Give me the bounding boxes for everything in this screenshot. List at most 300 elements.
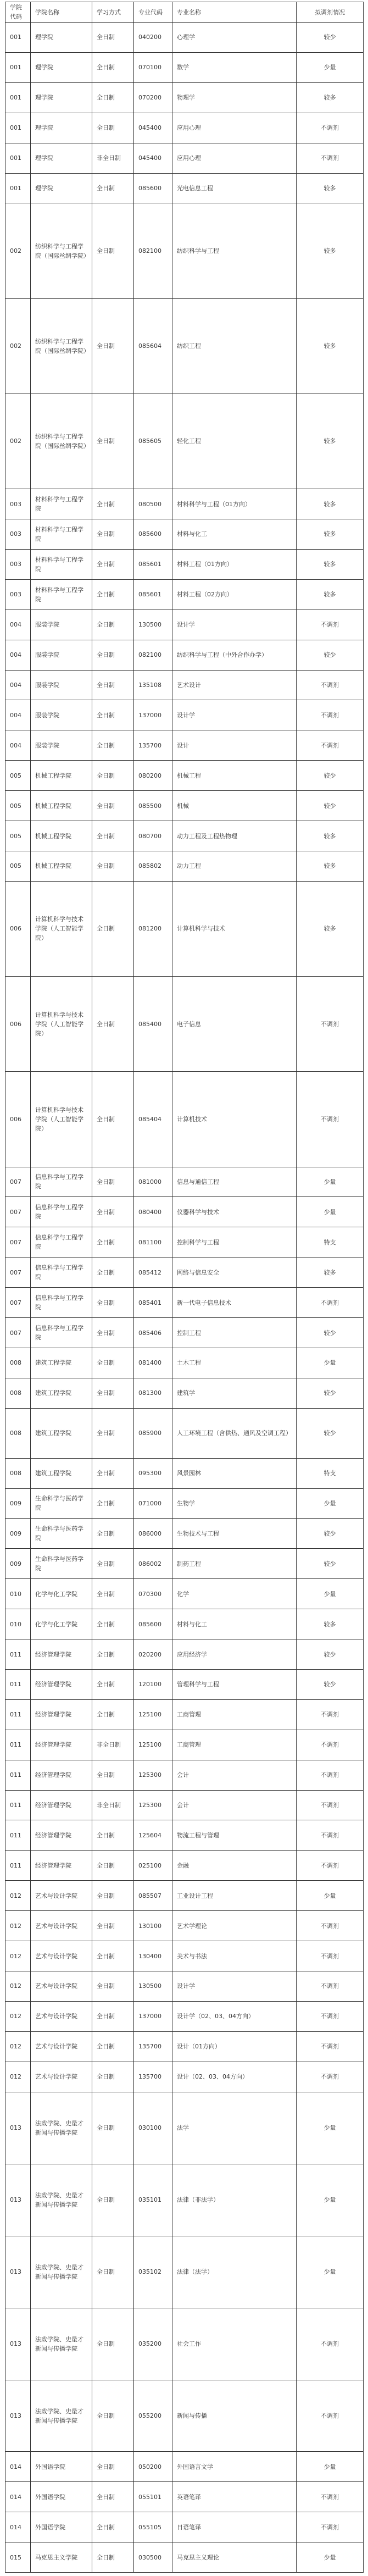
cell-major-name: 光电信息工程 bbox=[172, 173, 297, 203]
cell-major-name: 日语笔译 bbox=[172, 2512, 297, 2542]
table-row bbox=[5, 2308, 364, 2380]
cell-adjustment: 较少 bbox=[297, 1549, 364, 1579]
cell-study-mode: 全日制 bbox=[92, 851, 134, 881]
cell-college-name: 服装学院 bbox=[31, 610, 92, 640]
cell-college-code: 013 bbox=[5, 2164, 31, 2236]
cell-study-mode: 全日制 bbox=[92, 977, 134, 1072]
cell-college-code: 007 bbox=[5, 1318, 31, 1348]
cell-major-name: 纺织科学与工程 bbox=[172, 203, 297, 298]
cell-major-code: 070100 bbox=[134, 52, 172, 82]
cell-college-name: 服装学院 bbox=[31, 640, 92, 670]
cell-college-code: 014 bbox=[5, 2512, 31, 2542]
cell-major-name: 计算机科学与技术 bbox=[172, 881, 297, 976]
cell-major-name: 材料工程（02方向） bbox=[172, 579, 297, 610]
cell-college-name: 机械工程学院 bbox=[31, 851, 92, 881]
cell-college-name: 经济管理学院 bbox=[31, 1669, 92, 1699]
cell-adjustment: 不调剂 bbox=[297, 670, 364, 700]
table-row bbox=[5, 1227, 364, 1257]
cell-major-code: 125604 bbox=[134, 1820, 172, 1851]
cell-major-name: 机械工程 bbox=[172, 761, 297, 791]
cell-college-code: 009 bbox=[5, 1519, 31, 1549]
table-row bbox=[5, 173, 364, 203]
cell-college-name: 信息科学与工程学院 bbox=[31, 1167, 92, 1197]
cell-major-code: 085601 bbox=[134, 579, 172, 610]
cell-college-code: 006 bbox=[5, 881, 31, 976]
cell-study-mode: 全日制 bbox=[92, 1072, 134, 1167]
cell-major-name: 工商管理 bbox=[172, 1730, 297, 1760]
cell-major-code: 055105 bbox=[134, 2512, 172, 2542]
cell-study-mode: 全日制 bbox=[92, 1579, 134, 1609]
cell-adjustment: 少量 bbox=[297, 52, 364, 82]
table-row bbox=[5, 2092, 364, 2164]
cell-study-mode: 全日制 bbox=[92, 1458, 134, 1488]
cell-major-code: 135700 bbox=[134, 2062, 172, 2092]
cell-major-code: 085401 bbox=[134, 1288, 172, 1318]
cell-major-name: 材料与化工 bbox=[172, 1609, 297, 1639]
cell-college-name: 经济管理学院 bbox=[31, 1639, 92, 1670]
cell-study-mode: 全日制 bbox=[92, 2512, 134, 2542]
cell-major-code: 130400 bbox=[134, 1941, 172, 1971]
cell-major-name: 英语笔译 bbox=[172, 2482, 297, 2512]
cell-college-code: 004 bbox=[5, 640, 31, 670]
cell-major-name: 法学 bbox=[172, 2092, 297, 2164]
table-row bbox=[5, 1639, 364, 1670]
cell-study-mode: 全日制 bbox=[92, 173, 134, 203]
cell-major-name: 网络与信息安全 bbox=[172, 1257, 297, 1288]
cell-study-mode: 全日制 bbox=[92, 203, 134, 298]
cell-adjustment: 少量 bbox=[297, 2236, 364, 2308]
cell-study-mode: 全日制 bbox=[92, 1669, 134, 1699]
cell-major-name: 制药工程 bbox=[172, 1549, 297, 1579]
table-row bbox=[5, 1579, 364, 1609]
cell-college-name: 外国语学院 bbox=[31, 2512, 92, 2542]
cell-major-name: 材料工程（01方向） bbox=[172, 549, 297, 579]
table-row bbox=[5, 203, 364, 298]
table-row bbox=[5, 1911, 364, 1941]
cell-college-code: 001 bbox=[5, 113, 31, 143]
cell-major-name: 社会工作 bbox=[172, 2308, 297, 2380]
cell-study-mode: 非全日制 bbox=[92, 1790, 134, 1820]
cell-college-name: 理学院 bbox=[31, 173, 92, 203]
cell-adjustment: 较少 bbox=[297, 1519, 364, 1549]
cell-adjustment: 特支 bbox=[297, 1227, 364, 1257]
cell-adjustment: 较少 bbox=[297, 23, 364, 53]
table-row bbox=[5, 1941, 364, 1971]
cell-adjustment: 较少 bbox=[297, 761, 364, 791]
cell-major-name: 建筑学 bbox=[172, 1378, 297, 1408]
cell-major-code: 055101 bbox=[134, 2482, 172, 2512]
cell-college-code: 004 bbox=[5, 670, 31, 700]
cell-major-code: 125100 bbox=[134, 1699, 172, 1730]
cell-major-code: 130500 bbox=[134, 610, 172, 640]
cell-major-code: 085600 bbox=[134, 519, 172, 550]
cell-major-name: 会计 bbox=[172, 1790, 297, 1820]
cell-college-name: 服装学院 bbox=[31, 700, 92, 730]
cell-major-name: 动力工程 bbox=[172, 851, 297, 881]
cell-adjustment: 较多 bbox=[297, 173, 364, 203]
cell-major-name: 纺织科学与工程（中外合作办学） bbox=[172, 640, 297, 670]
cell-college-code: 011 bbox=[5, 1790, 31, 1820]
cell-major-name: 设计学（02、03、04方向） bbox=[172, 2001, 297, 2031]
cell-study-mode: 全日制 bbox=[92, 1288, 134, 1318]
cell-study-mode: 全日制 bbox=[92, 2062, 134, 2092]
cell-college-name: 信息科学与工程学院 bbox=[31, 1227, 92, 1257]
table-row bbox=[5, 881, 364, 976]
table-row bbox=[5, 2236, 364, 2308]
cell-college-code: 007 bbox=[5, 1257, 31, 1288]
cell-major-code: 137000 bbox=[134, 2001, 172, 2031]
cell-study-mode: 全日制 bbox=[92, 298, 134, 394]
cell-major-code: 080700 bbox=[134, 821, 172, 851]
cell-college-name: 建筑工程学院 bbox=[31, 1458, 92, 1488]
cell-major-code: 055200 bbox=[134, 2380, 172, 2452]
cell-major-name: 法律（法学） bbox=[172, 2236, 297, 2308]
cell-major-name: 美术与书法 bbox=[172, 1941, 297, 1971]
cell-major-name: 仪器科学与技术 bbox=[172, 1197, 297, 1227]
cell-adjustment: 不调剂 bbox=[297, 2482, 364, 2512]
table-row bbox=[5, 1609, 364, 1639]
cell-adjustment: 少量 bbox=[297, 1348, 364, 1378]
cell-major-name: 风景园林 bbox=[172, 1458, 297, 1488]
cell-college-name: 理学院 bbox=[31, 52, 92, 82]
cell-adjustment: 较少 bbox=[297, 1318, 364, 1348]
cell-study-mode: 全日制 bbox=[92, 670, 134, 700]
cell-adjustment: 较多 bbox=[297, 579, 364, 610]
cell-major-code: 080500 bbox=[134, 489, 172, 519]
cell-study-mode: 全日制 bbox=[92, 761, 134, 791]
cell-adjustment: 较多 bbox=[297, 82, 364, 113]
cell-major-name: 生物学 bbox=[172, 1488, 297, 1519]
cell-college-code: 014 bbox=[5, 2482, 31, 2512]
cell-adjustment: 少量 bbox=[297, 2164, 364, 2236]
cell-college-code: 011 bbox=[5, 1699, 31, 1730]
cell-college-name: 纺织科学与工程学院（国际丝绸学院） bbox=[31, 298, 92, 394]
cell-major-name: 化学 bbox=[172, 1579, 297, 1609]
cell-college-name: 化学与化工学院 bbox=[31, 1579, 92, 1609]
cell-college-name: 法政学院、史量才新闻与传播学院 bbox=[31, 2236, 92, 2308]
cell-major-name: 工业设计工程 bbox=[172, 1881, 297, 1911]
cell-study-mode: 全日制 bbox=[92, 1167, 134, 1197]
cell-major-code: 130100 bbox=[134, 1911, 172, 1941]
cell-college-name: 生命科学与医药学院 bbox=[31, 1488, 92, 1519]
table-row bbox=[5, 1730, 364, 1760]
cell-college-code: 012 bbox=[5, 2001, 31, 2031]
cell-adjustment: 较多 bbox=[297, 394, 364, 489]
cell-college-code: 012 bbox=[5, 1971, 31, 2002]
cell-major-code: 081400 bbox=[134, 1348, 172, 1378]
cell-major-name: 物流工程与管理 bbox=[172, 1820, 297, 1851]
table-row bbox=[5, 549, 364, 579]
table-row bbox=[5, 1760, 364, 1790]
cell-major-name: 艺术学理论 bbox=[172, 1911, 297, 1941]
cell-adjustment: 特支 bbox=[297, 1458, 364, 1488]
cell-college-name: 材料科学与工程学院 bbox=[31, 549, 92, 579]
cell-major-code: 085600 bbox=[134, 173, 172, 203]
cell-study-mode: 非全日制 bbox=[92, 1730, 134, 1760]
cell-college-name: 机械工程学院 bbox=[31, 821, 92, 851]
cell-study-mode: 全日制 bbox=[92, 519, 134, 550]
cell-major-code: 125100 bbox=[134, 1730, 172, 1760]
cell-adjustment: 较多 bbox=[297, 298, 364, 394]
cell-major-code: 135700 bbox=[134, 730, 172, 761]
cell-major-code: 120100 bbox=[134, 1669, 172, 1699]
cell-study-mode: 全日制 bbox=[92, 1519, 134, 1549]
cell-study-mode: 全日制 bbox=[92, 1820, 134, 1851]
cell-adjustment: 较少 bbox=[297, 1378, 364, 1408]
cell-major-name: 设计学 bbox=[172, 700, 297, 730]
cell-college-code: 010 bbox=[5, 1579, 31, 1609]
cell-study-mode: 全日制 bbox=[92, 791, 134, 821]
cell-adjustment: 不调剂 bbox=[297, 2512, 364, 2542]
cell-college-name: 化学与化工学院 bbox=[31, 1609, 92, 1639]
cell-study-mode: 全日制 bbox=[92, 1378, 134, 1408]
cell-study-mode: 全日制 bbox=[92, 1941, 134, 1971]
cell-college-code: 006 bbox=[5, 977, 31, 1072]
cell-study-mode: 全日制 bbox=[92, 1227, 134, 1257]
cell-adjustment: 不调剂 bbox=[297, 2380, 364, 2452]
cell-college-code: 007 bbox=[5, 1167, 31, 1197]
cell-major-code: 030100 bbox=[134, 2092, 172, 2164]
cell-college-name: 信息科学与工程学院 bbox=[31, 1257, 92, 1288]
cell-major-name: 设计 bbox=[172, 730, 297, 761]
cell-college-name: 机械工程学院 bbox=[31, 791, 92, 821]
cell-major-name: 新闻与传播 bbox=[172, 2380, 297, 2452]
cell-study-mode: 全日制 bbox=[92, 700, 134, 730]
table-header-row bbox=[5, 2, 364, 23]
cell-major-code: 086002 bbox=[134, 1549, 172, 1579]
table-row bbox=[5, 851, 364, 881]
cell-study-mode: 全日制 bbox=[92, 1911, 134, 1941]
cell-college-code: 003 bbox=[5, 519, 31, 550]
cell-study-mode: 全日制 bbox=[92, 881, 134, 976]
table-row bbox=[5, 1971, 364, 2002]
cell-adjustment: 较少 bbox=[297, 640, 364, 670]
header-major-name: 专业名称 bbox=[172, 2, 297, 23]
cell-college-code: 015 bbox=[5, 2542, 31, 2573]
table-row bbox=[5, 489, 364, 519]
cell-study-mode: 全日制 bbox=[92, 1639, 134, 1670]
table-row bbox=[5, 82, 364, 113]
cell-adjustment: 不调剂 bbox=[297, 1730, 364, 1760]
table-row bbox=[5, 610, 364, 640]
cell-college-name: 建筑工程学院 bbox=[31, 1408, 92, 1458]
table-row bbox=[5, 52, 364, 82]
cell-college-code: 008 bbox=[5, 1458, 31, 1488]
cell-major-name: 应用心理 bbox=[172, 113, 297, 143]
cell-adjustment: 较少 bbox=[297, 1669, 364, 1699]
table-row bbox=[5, 1699, 364, 1730]
cell-college-name: 信息科学与工程学院 bbox=[31, 1318, 92, 1348]
table-row bbox=[5, 2380, 364, 2452]
cell-adjustment: 不调剂 bbox=[297, 730, 364, 761]
cell-major-code: 085605 bbox=[134, 394, 172, 489]
cell-major-name: 材料与化工 bbox=[172, 519, 297, 550]
table-row bbox=[5, 2062, 364, 2092]
cell-college-name: 计算机科学与技术学院（人工智能学院） bbox=[31, 977, 92, 1072]
cell-major-code: 081300 bbox=[134, 1378, 172, 1408]
table-row bbox=[5, 2001, 364, 2031]
cell-major-code: 071000 bbox=[134, 1488, 172, 1519]
table-row bbox=[5, 1257, 364, 1288]
cell-major-code: 085400 bbox=[134, 977, 172, 1072]
table-row bbox=[5, 298, 364, 394]
cell-study-mode: 全日制 bbox=[92, 2452, 134, 2482]
cell-major-code: 020200 bbox=[134, 1639, 172, 1670]
cell-adjustment: 少量 bbox=[297, 2542, 364, 2573]
page-content bbox=[5, 0, 363, 2573]
cell-adjustment: 不调剂 bbox=[297, 700, 364, 730]
cell-major-code: 135108 bbox=[134, 670, 172, 700]
cell-college-code: 013 bbox=[5, 2236, 31, 2308]
cell-major-code: 082100 bbox=[134, 640, 172, 670]
cell-college-code: 003 bbox=[5, 549, 31, 579]
cell-adjustment: 少量 bbox=[297, 2092, 364, 2164]
cell-major-name: 材料科学与工程（01方向） bbox=[172, 489, 297, 519]
cell-adjustment: 不调剂 bbox=[297, 1820, 364, 1851]
adjustment-table bbox=[5, 2, 364, 2573]
cell-adjustment: 较多 bbox=[297, 549, 364, 579]
cell-college-name: 艺术与设计学院 bbox=[31, 2031, 92, 2062]
cell-major-code: 035101 bbox=[134, 2164, 172, 2236]
header-major-code: 专业代码 bbox=[134, 2, 172, 23]
table-row bbox=[5, 1549, 364, 1579]
cell-college-code: 011 bbox=[5, 1820, 31, 1851]
table-row bbox=[5, 1669, 364, 1699]
cell-adjustment: 不调剂 bbox=[297, 1699, 364, 1730]
cell-adjustment: 较少 bbox=[297, 1408, 364, 1458]
cell-college-name: 艺术与设计学院 bbox=[31, 1911, 92, 1941]
cell-college-code: 004 bbox=[5, 610, 31, 640]
cell-college-code: 004 bbox=[5, 730, 31, 761]
cell-major-name: 控制科学与工程 bbox=[172, 1227, 297, 1257]
cell-major-code: 085900 bbox=[134, 1408, 172, 1458]
cell-major-code: 095300 bbox=[134, 1458, 172, 1488]
cell-college-name: 服装学院 bbox=[31, 730, 92, 761]
cell-major-name: 马克思主义理论 bbox=[172, 2542, 297, 2573]
cell-adjustment: 不调剂 bbox=[297, 1971, 364, 2002]
cell-college-name: 经济管理学院 bbox=[31, 1851, 92, 1881]
cell-college-code: 005 bbox=[5, 791, 31, 821]
cell-major-name: 管理科学与工程 bbox=[172, 1669, 297, 1699]
cell-major-name: 土木工程 bbox=[172, 1348, 297, 1378]
cell-college-code: 002 bbox=[5, 394, 31, 489]
cell-college-code: 014 bbox=[5, 2452, 31, 2482]
cell-major-code: 070300 bbox=[134, 1579, 172, 1609]
cell-adjustment: 少量 bbox=[297, 1579, 364, 1609]
cell-college-code: 001 bbox=[5, 82, 31, 113]
cell-adjustment: 不调剂 bbox=[297, 143, 364, 173]
cell-adjustment: 较多 bbox=[297, 851, 364, 881]
cell-study-mode: 全日制 bbox=[92, 52, 134, 82]
table-row bbox=[5, 1288, 364, 1318]
cell-college-name: 计算机科学与技术学院（人工智能学院） bbox=[31, 1072, 92, 1167]
cell-major-code: 085604 bbox=[134, 298, 172, 394]
cell-college-code: 010 bbox=[5, 1609, 31, 1639]
cell-major-name: 法律（非法学） bbox=[172, 2164, 297, 2236]
cell-college-name: 理学院 bbox=[31, 143, 92, 173]
cell-college-code: 001 bbox=[5, 23, 31, 53]
cell-college-name: 信息科学与工程学院 bbox=[31, 1197, 92, 1227]
cell-study-mode: 全日制 bbox=[92, 2482, 134, 2512]
cell-major-name: 心理学 bbox=[172, 23, 297, 53]
cell-college-code: 005 bbox=[5, 761, 31, 791]
cell-adjustment: 较少 bbox=[297, 1639, 364, 1670]
cell-major-name: 纺织工程 bbox=[172, 298, 297, 394]
cell-college-name: 建筑工程学院 bbox=[31, 1348, 92, 1378]
cell-college-name: 法政学院、史量才新闻与传播学院 bbox=[31, 2380, 92, 2452]
table-row bbox=[5, 1318, 364, 1348]
table-row bbox=[5, 1197, 364, 1227]
cell-major-code: 040200 bbox=[134, 23, 172, 53]
cell-major-name: 应用心理 bbox=[172, 143, 297, 173]
cell-study-mode: 非全日制 bbox=[92, 143, 134, 173]
cell-adjustment: 较多 bbox=[297, 881, 364, 976]
table-row bbox=[5, 761, 364, 791]
table-row bbox=[5, 2542, 364, 2573]
cell-adjustment: 不调剂 bbox=[297, 2062, 364, 2092]
cell-major-code: 035102 bbox=[134, 2236, 172, 2308]
cell-study-mode: 全日制 bbox=[92, 1488, 134, 1519]
cell-college-name: 服装学院 bbox=[31, 670, 92, 700]
cell-study-mode: 全日制 bbox=[92, 2236, 134, 2308]
cell-major-code: 070200 bbox=[134, 82, 172, 113]
cell-study-mode: 全日制 bbox=[92, 1257, 134, 1288]
cell-major-code: 086000 bbox=[134, 1519, 172, 1549]
cell-adjustment: 少量 bbox=[297, 1167, 364, 1197]
cell-college-name: 理学院 bbox=[31, 113, 92, 143]
cell-adjustment: 不调剂 bbox=[297, 2308, 364, 2380]
cell-major-code: 081100 bbox=[134, 1227, 172, 1257]
cell-college-name: 经济管理学院 bbox=[31, 1730, 92, 1760]
cell-major-code: 130500 bbox=[134, 1971, 172, 2002]
cell-study-mode: 全日制 bbox=[92, 23, 134, 53]
cell-college-name: 经济管理学院 bbox=[31, 1760, 92, 1790]
cell-major-code: 030500 bbox=[134, 2542, 172, 2573]
cell-adjustment: 较多 bbox=[297, 519, 364, 550]
cell-college-code: 011 bbox=[5, 1669, 31, 1699]
cell-study-mode: 全日制 bbox=[92, 489, 134, 519]
cell-major-name: 新一代电子信息技术 bbox=[172, 1288, 297, 1318]
header-college-name: 学院名称 bbox=[31, 2, 92, 23]
cell-study-mode: 全日制 bbox=[92, 1408, 134, 1458]
table-row bbox=[5, 730, 364, 761]
cell-college-name: 纺织科学与工程学院（国际丝绸学院） bbox=[31, 203, 92, 298]
table-row bbox=[5, 2482, 364, 2512]
cell-college-code: 012 bbox=[5, 1911, 31, 1941]
cell-major-name: 艺术设计 bbox=[172, 670, 297, 700]
cell-study-mode: 全日制 bbox=[92, 2308, 134, 2380]
cell-college-code: 003 bbox=[5, 579, 31, 610]
cell-major-code: 085500 bbox=[134, 791, 172, 821]
table-row bbox=[5, 1790, 364, 1820]
cell-adjustment: 较多 bbox=[297, 1609, 364, 1639]
cell-study-mode: 全日制 bbox=[92, 2092, 134, 2164]
cell-major-code: 085406 bbox=[134, 1318, 172, 1348]
cell-adjustment: 不调剂 bbox=[297, 2031, 364, 2062]
table-row bbox=[5, 1458, 364, 1488]
table-row bbox=[5, 579, 364, 610]
cell-adjustment: 不调剂 bbox=[297, 1790, 364, 1820]
cell-college-name: 经济管理学院 bbox=[31, 1820, 92, 1851]
cell-study-mode: 全日制 bbox=[92, 610, 134, 640]
table-row bbox=[5, 1519, 364, 1549]
table-row bbox=[5, 2164, 364, 2236]
table-row bbox=[5, 394, 364, 489]
cell-study-mode: 全日制 bbox=[92, 1549, 134, 1579]
table-row bbox=[5, 2452, 364, 2482]
cell-study-mode: 全日制 bbox=[92, 113, 134, 143]
cell-college-code: 012 bbox=[5, 2031, 31, 2062]
